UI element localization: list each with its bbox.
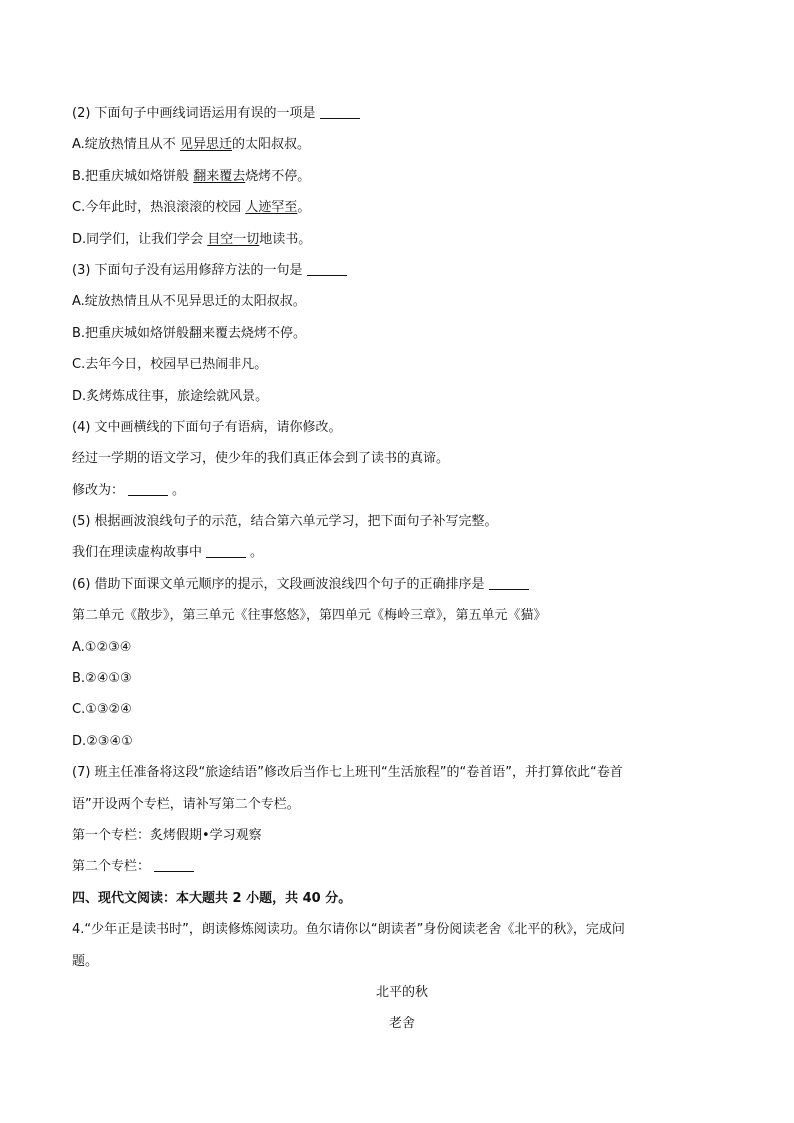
passage-author: 老舍 (388, 1016, 415, 1032)
underlined-phrase: 见异思迁 (179, 137, 232, 153)
q3-option-d: D.炙烤炼成往事，旅途绘就风景。 (72, 388, 269, 404)
answer-blank[interactable] (307, 261, 347, 276)
q6-hint: 第二单元《散步》，第三单元《往事悠悠》，第四单元《梅岭三章》，第五单元《猫》 (72, 608, 547, 624)
q7-prompt-line2: 语”开设两个专栏，请补写第二个专栏。 (72, 796, 300, 812)
reading-q4-line1: 4.“少年正是读书时”，朗读修炼阅读功。鱼尔请你以“朗读者”身份阅读老舍《北平的秋》，完成问 (72, 922, 625, 938)
q2-option-c: C.今年此时，热浪滚滚的校园 人迹罕至。 (72, 200, 311, 216)
q6-prompt: (6) 借助下面课文单元顺序的提示，文段画波浪线四个句子的正确排序是 (72, 573, 732, 604)
answer-blank[interactable] (154, 857, 194, 872)
q3-prompt: (3) 下面句子没有运用修辞方法的一句是 (72, 259, 732, 290)
reading-q4-line2: 题。 (72, 953, 99, 969)
section-heading: 四、现代文阅读：本大题共 2 小题，共 40 分。 (72, 890, 352, 906)
underlined-phrase: 人迹罕至 (245, 200, 298, 216)
underlined-phrase: 目空一切 (207, 231, 260, 247)
q2-prompt: (2) 下面句子中画线词语运用有误的一项是 (72, 102, 732, 133)
answer-blank[interactable] (206, 543, 246, 558)
answer-blank[interactable] (128, 481, 168, 496)
q6-option-a: A.①②③④ (72, 639, 132, 655)
q6-option-b: B.②④①③ (72, 671, 132, 687)
answer-blank[interactable] (489, 575, 529, 590)
underlined-phrase: 翻来覆去 (193, 168, 246, 184)
document-content (72, 102, 732, 1044)
q6-option-d: D.②③④① (72, 733, 133, 749)
passage-title: 北平的秋 (375, 984, 428, 1000)
q3-option-c: C.去年今日，校园早已热闹非凡。 (72, 357, 268, 373)
q2-option-d: D.同学们，让我们学会 目空一切地读书。 (72, 231, 312, 247)
q2-option-b: B.把重庆城如烙饼般 翻来覆去烧烤不停。 (72, 168, 311, 184)
q2-option-a: A.绽放热情且从不 见异思迁的太阳叔叔。 (72, 137, 310, 153)
q7-column2: 第二个专栏： (72, 855, 732, 886)
q7-prompt-line1: (7) 班主任准备将这段“旅途结语”修改后当作七上班刊“生活旅程”的“卷首语”，并打算依此“卷首 (72, 765, 623, 781)
q4-prompt: (4) 文中画横线的下面句子有语病，请你修改。 (72, 419, 342, 435)
q7-column1: 第一个专栏：炙烤假期•学习观察 (72, 827, 262, 843)
q4-sentence: 经过一学期的语文学习，使少年的我们真正体会到了读书的真谛。 (72, 451, 450, 467)
q3-option-b: B.把重庆城如烙饼般翻来覆去烧烤不停。 (72, 325, 307, 341)
q5-prompt: (5) 根据画波浪线句子的示范，结合第六单元学习，把下面句子补写完整。 (72, 514, 498, 530)
answer-blank[interactable] (320, 104, 360, 119)
q6-option-c: C.①③②④ (72, 702, 132, 718)
q5-sentence: 我们在理读虚构故事中 。 (72, 545, 264, 561)
q3-option-a: A.绽放热情且从不见异思迁的太阳叔叔。 (72, 294, 306, 310)
q4-answer-line: 修改为： 。 (72, 482, 186, 498)
